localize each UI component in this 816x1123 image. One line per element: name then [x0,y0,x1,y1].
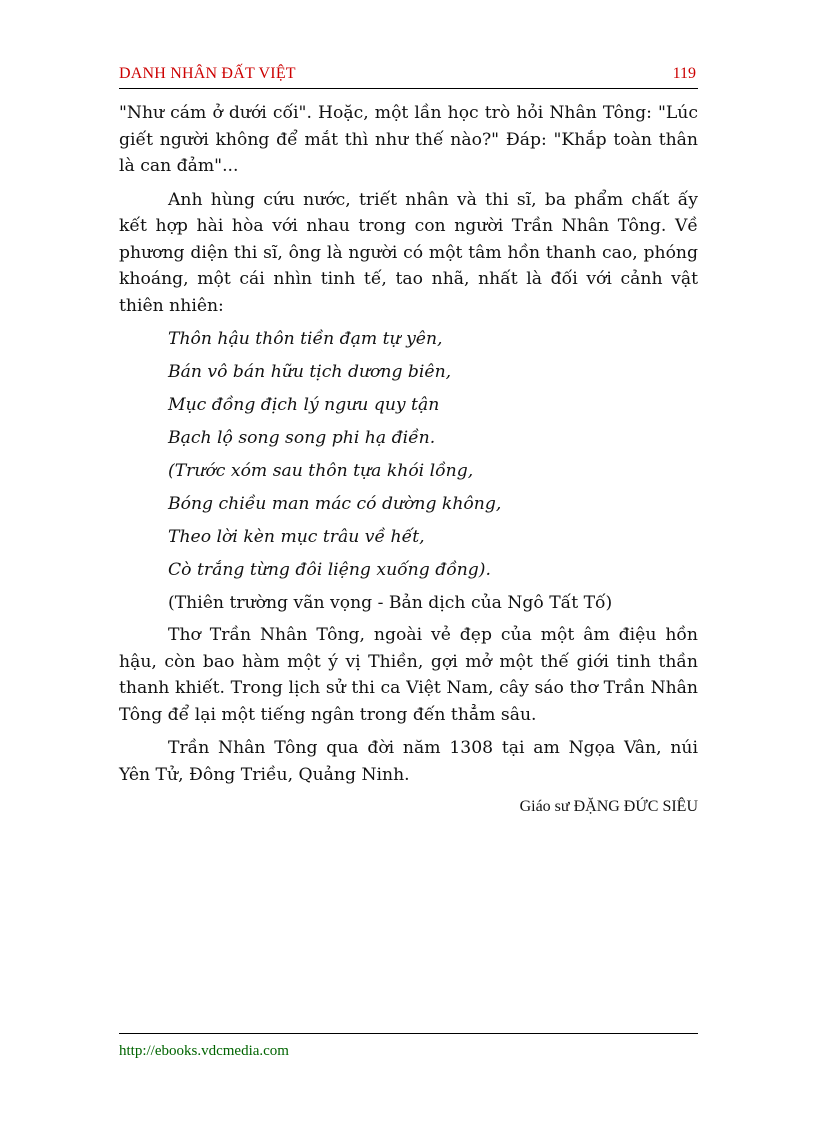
poem [119,328,698,582]
page-number: 119 [672,65,696,82]
footer-url-link[interactable]: http://ebooks.vdcmedia.com [119,1043,289,1059]
author-signature: Giáo sư ĐẶNG ĐỨC SIÊU [519,798,698,815]
page-header [119,62,698,89]
poem-line: Mục đồng địch lý ngưu quy tận [168,395,440,415]
book-title: DANH NHÂN ĐẤT VIỆT [119,65,296,82]
poem-line: (Trước xóm sau thôn tựa khói lồng, [168,461,474,481]
poem-line: Thôn hậu thôn tiền đạm tự yên, [168,329,443,349]
poem-source: (Thiên trường vãn vọng - Bản dịch của Ngô Tất Tố) [168,593,613,613]
poem-line: Cò trắng từng đôi liệng xuống đồng). [168,560,491,580]
paragraph-death: Trần Nhân Tông qua đời năm 1308 tại am Ngọa Vân, núi Yên Tử, Đông Triều, Quảng Ninh. [119,738,698,785]
poem-line: Bóng chiều man mác có dường không, [168,494,502,514]
paragraph-poetry-assessment: Thơ Trần Nhân Tông, ngoài vẻ đẹp của một âm điệu hồn hậu, còn bao hàm một ý vị Thiền, gợi mở một thế giới tinh thần thanh khiết. Trong lịch sử thi ca Việt Nam, cây sáo thơ Trần Nhân Tông để lại một tiếng ngân trong đến thẳm sâu. [119,625,698,725]
paragraph-poet-intro: Anh hùng cứu nước, triết nhân và thi sĩ, ba phẩm chất ấy kết hợp hài hòa với nhau trong con người Trần Nhân Tông. Về phương diện thi sĩ, ông là người có một tâm hồn thanh cao, phóng khoáng, một cái nhìn tinh tế, tao nhã, nhất là đối với cảnh vật thiên nhiên: [119,189,698,316]
page-content [119,100,698,816]
poem-line: Bán vô bán hữu tịch dương biên, [168,362,452,382]
poem-line: Theo lời kèn mục trâu về hết, [168,527,425,547]
footer-divider [119,1033,698,1034]
paragraph-continuation: "Như cám ở dưới cối". Hoặc, một lần học trò hỏi Nhân Tông: "Lúc giết người không để mắt thì như thế nào?" Đáp: "Khắp toàn thân là can đảm"... [119,103,698,176]
poem-line: Bạch lộ song song phi hạ điền. [168,428,436,448]
